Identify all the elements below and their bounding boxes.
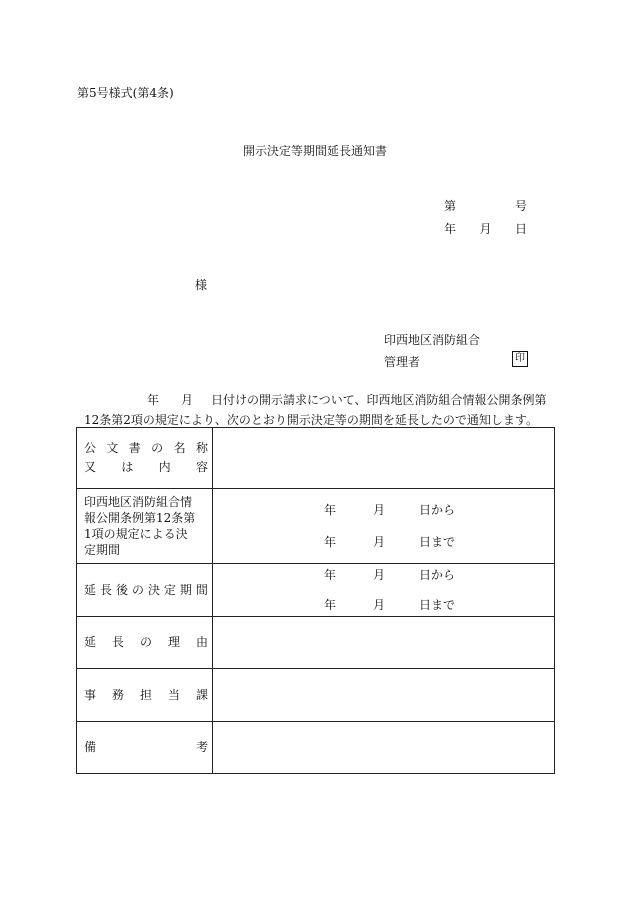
seal-mark: 印 xyxy=(512,351,528,367)
reason-value[interactable] xyxy=(213,617,555,669)
form-number-label: 第5号様式(第4条) xyxy=(77,86,174,100)
extended-period-label: 延 長 後 の 決 定 期 間 xyxy=(77,564,213,617)
extended-period-value[interactable] xyxy=(213,564,555,617)
original-period-value[interactable] xyxy=(213,489,555,564)
remarks-value[interactable] xyxy=(213,722,555,774)
document-name-value[interactable] xyxy=(213,428,555,489)
office-label: 事 務 担 当 課 xyxy=(77,669,213,722)
document-name-label xyxy=(77,428,213,489)
row-extended-period xyxy=(77,564,555,617)
period-from: 年 月 日から xyxy=(324,568,456,582)
body-text-line1 xyxy=(147,391,547,408)
body-year: 年 xyxy=(147,393,160,407)
extension-form-table xyxy=(76,427,555,774)
row-remarks xyxy=(77,722,555,774)
period-until: 年 月 日まで xyxy=(324,598,456,612)
row-document-name xyxy=(77,428,555,489)
addressee-suffix: 様 xyxy=(195,278,208,292)
label-line: 公 文 書 の 名 称 xyxy=(84,441,208,455)
document-date xyxy=(444,220,527,237)
original-period-label: 印西地区消防組合情 報公開条例第12条第 1項の規定による決 定期間 xyxy=(77,489,213,564)
number-prefix: 第 xyxy=(444,199,457,213)
date-day: 日 xyxy=(514,222,527,236)
document-number xyxy=(444,197,527,214)
label-line: 又 は 内 容 xyxy=(84,460,208,474)
sender-role: 管理者 xyxy=(384,355,421,369)
period-from: 年 月 日から xyxy=(324,503,456,517)
office-value[interactable] xyxy=(213,669,555,722)
number-suffix: 号 xyxy=(514,199,527,213)
date-month: 月 xyxy=(479,222,492,236)
reason-label: 延 長 の 理 由 xyxy=(77,617,213,669)
remarks-label: 備 考 xyxy=(77,722,213,774)
body-month: 月 xyxy=(181,393,194,407)
row-office xyxy=(77,669,555,722)
date-year: 年 xyxy=(444,222,457,236)
row-original-period xyxy=(77,489,555,564)
body-line1-rest: 日付けの開示請求について、印西地区消防組合情報公開条例第 xyxy=(211,393,547,407)
period-until: 年 月 日まで xyxy=(324,535,456,549)
row-reason xyxy=(77,617,555,669)
body-text-line2: 12条第2項の規定により、次のとおり開示決定等の期間を延長したので通知します。 xyxy=(84,413,538,427)
document-title: 開示決定等期間延長通知書 xyxy=(242,144,387,158)
sender-organization: 印西地区消防組合 xyxy=(384,333,481,347)
